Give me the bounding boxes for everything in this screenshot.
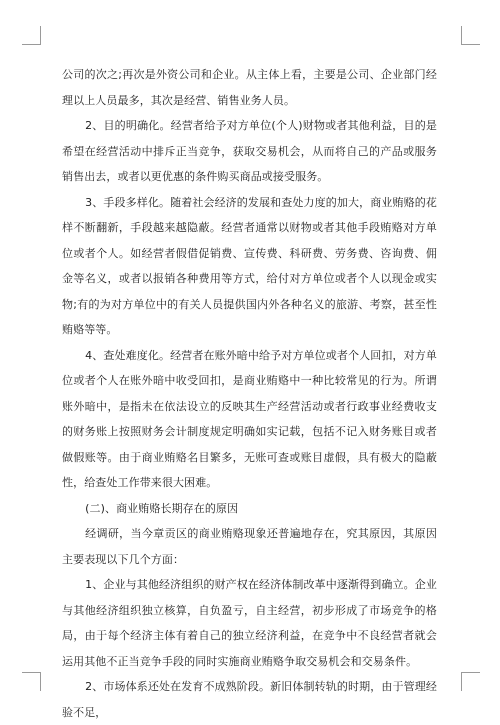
paragraph-cause-1: 1、企业与其他经济组织的财产权在经济体制改革中逐渐得到确立。企业与其他经济组织独立核算，自负盈亏，自主经营，初步形成了市场竞争的格局，由于每个经济主体有着自己的独立经济利益，在竞争中不良经营者就会运用其他不正当竞争手段的同时实施商业贿赂争取交易机会和交易条件。 (62, 578, 437, 668)
paragraph-research: 经调研，当今章贡区的商业贿赂现象还普遍地存在，究其原因，其原因主要表现以下几个方面： (62, 527, 437, 566)
paragraph-methods: 3、手段多样化。随着社会经济的发展和查处力度的加大，商业贿赂的花样不断翻新，手段越来越隐蔽。经营者通常以财物或者其他手段贿赂对方单位或者个人。如经营者假借促销费、宣传费、科研费、劳务费、咨询费、佣金等名义，或者以报销各种费用等方式，给付对方单位或者个人以现金或实物;有的为对方单位中的有关人员提供国内外各种名义的旅游、考察，甚至性贿赂等等。 (62, 195, 437, 336)
paragraph-purpose: 2、目的明确化。经营者给予对方单位(个人)财物或者其他利益，目的是希望在经营活动中排斥正当竞争，获取交易机会，从而将自己的产品或服务销售出去，或者以更优惠的条件购买商品或接受服务。 (62, 119, 437, 183)
crop-mark-bottom-right (461, 672, 480, 691)
paragraph-cause-2: 2、市场体系还处在发育不成熟阶段。新旧体制转轨的时期，由于管理经验不足， (62, 680, 437, 719)
document-body (62, 62, 437, 725)
crop-mark-bottom-left (22, 672, 41, 691)
section-heading-causes: (二)、商业贿赂长期存在的原因 (85, 501, 239, 515)
paragraph-continuation: 公司的次之;再次是外资公司和企业。从主体上看，主要是公司、企业部门经理以上人员最多，其次是经营、销售业务人员。 (62, 68, 437, 107)
paragraph-difficulty: 4、查处难度化。经营者在账外暗中给予对方单位或者个人回扣，对方单位或者个人在账外暗中收受回扣，是商业贿赂中一种比较常见的行为。所谓账外暗中，是指未在依法设立的反映其生产经营活动或者行政事业经费收支的财务账上按照财务会计制度规定明确如实记载，包括不记入财务账目或者做假账等。由于商业贿赂名目繁多，无账可查或账目虚假，具有极大的隐蔽性，给查处工作带来很大困难。 (62, 348, 437, 489)
crop-mark-top-right (461, 26, 480, 45)
crop-mark-top-left (22, 26, 41, 45)
